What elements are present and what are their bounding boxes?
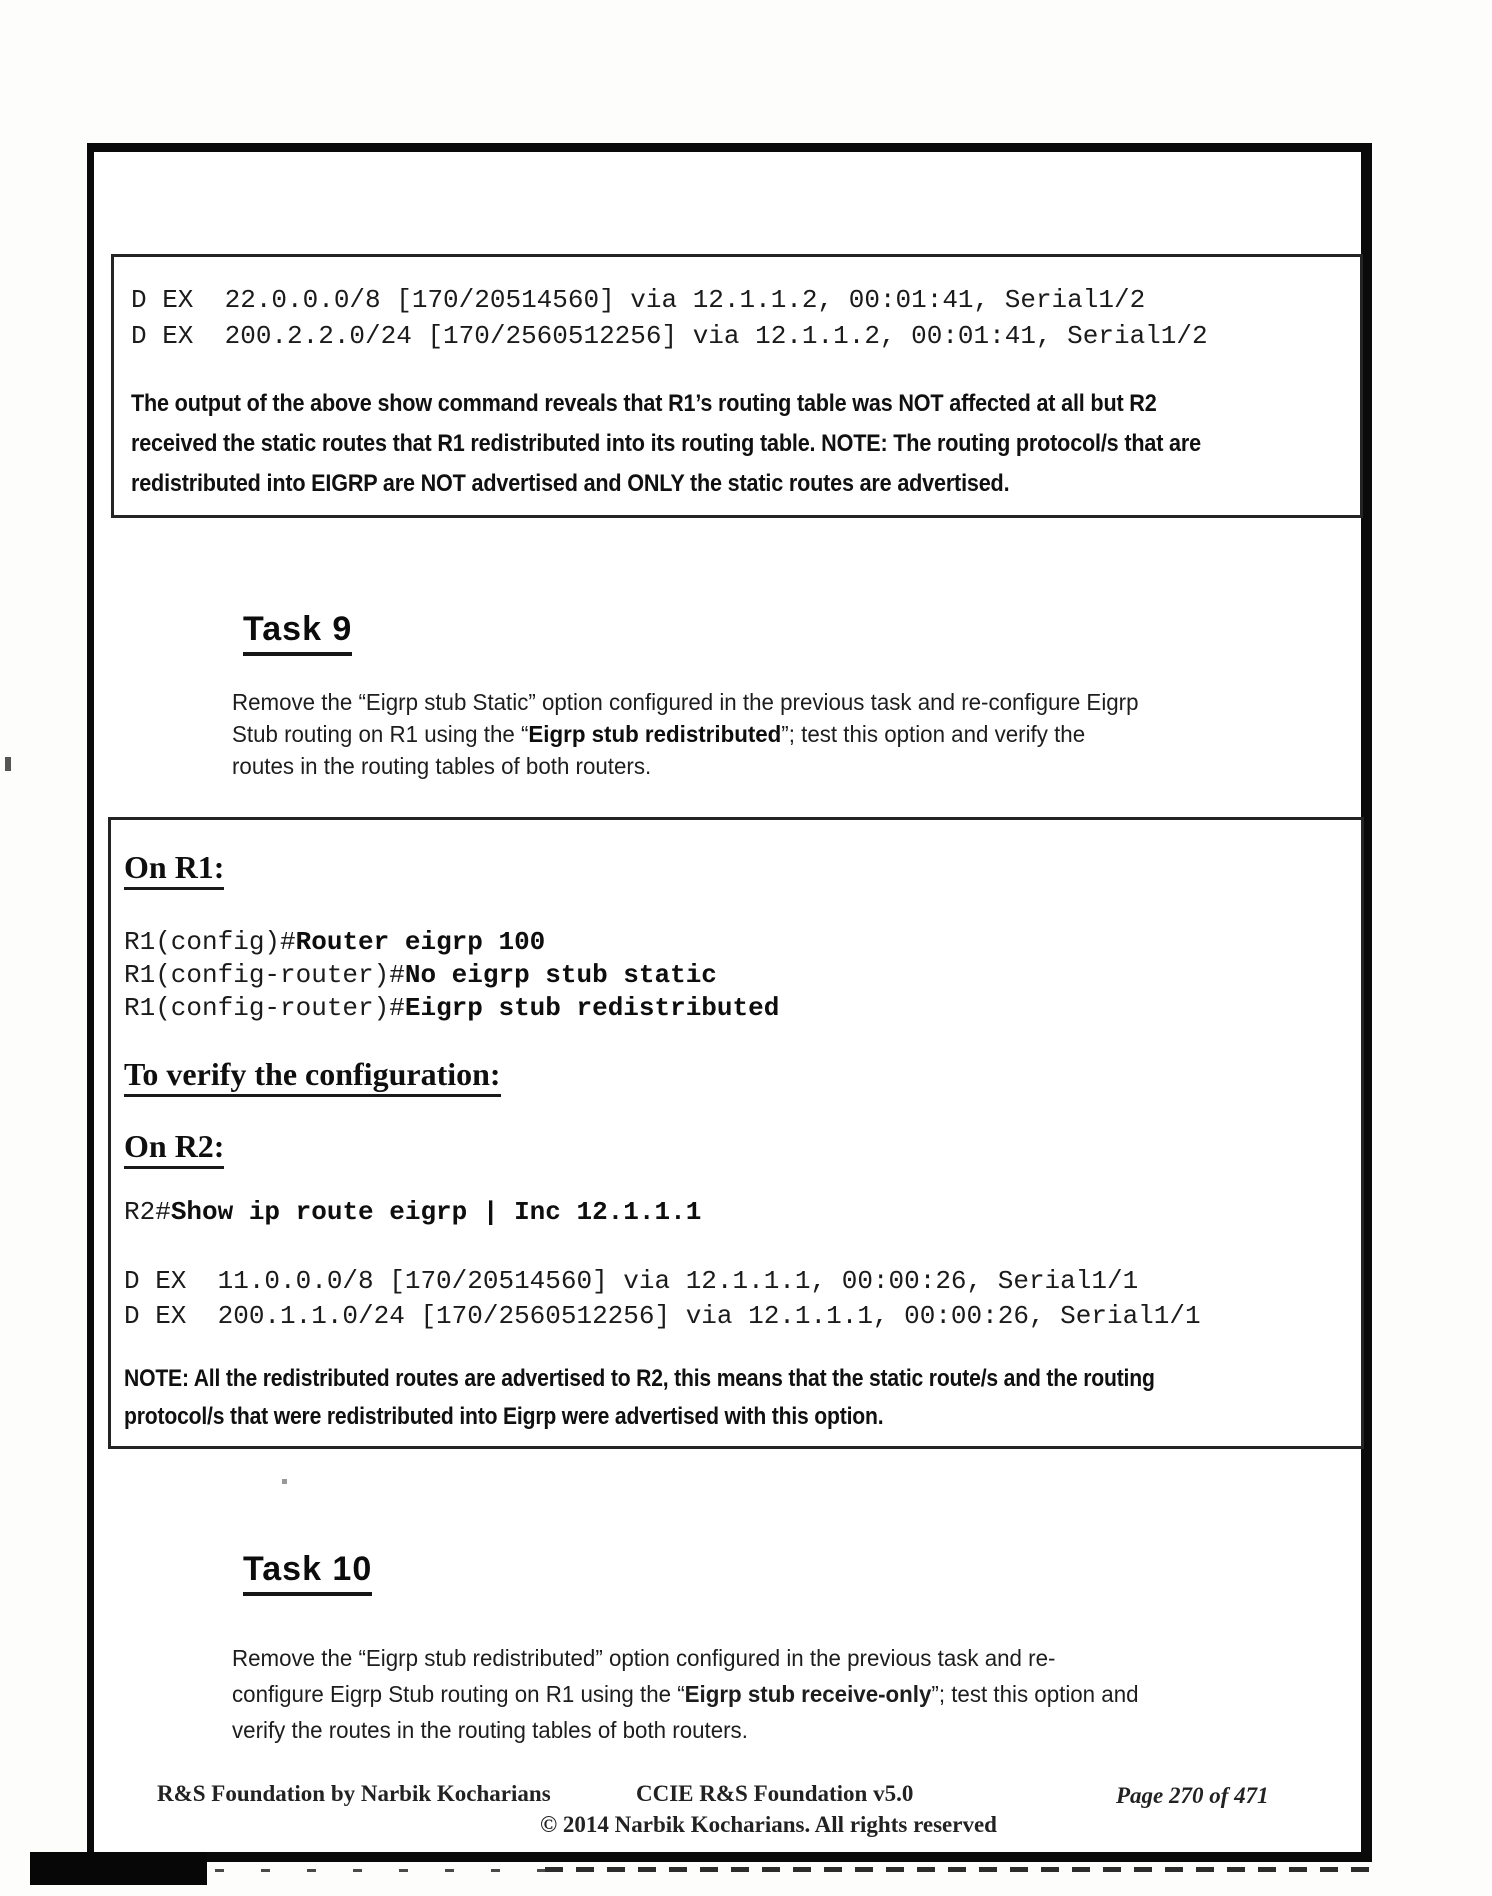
cli-prompt: R1(config-router)# <box>124 960 405 990</box>
cli-command: Router eigrp 100 <box>295 927 546 957</box>
r1-config-block <box>124 926 779 1025</box>
note-text-line: protocol/s that were redistributed into Eigrp were advertised with this option. <box>124 1403 884 1430</box>
task9-description-line: Stub routing on R1 using the “Eigrp stub redistributed”; test this option and verify the <box>232 721 1086 747</box>
on-r2-heading: On R2: <box>124 1130 224 1169</box>
on-r1-heading: On R1: <box>124 851 224 890</box>
cli-command: Eigrp stub redistributed <box>404 993 780 1023</box>
task9-description <box>232 686 1167 782</box>
route-output-block <box>131 282 1208 354</box>
footer-left: R&S Foundation by Narbik Kocharians <box>157 1781 551 1806</box>
scan-dashed-line <box>215 1869 545 1872</box>
scan-dashed-line <box>545 1867 1380 1872</box>
cli-prompt: R2# <box>124 1197 171 1227</box>
verify-heading: To verify the configuration: <box>124 1058 501 1097</box>
task10-heading: Task 10 <box>243 1552 372 1596</box>
task9-description-line: Remove the “Eigrp stub Static” option configured in the previous task and re-configure Eigrp <box>232 689 1139 715</box>
route-output-line: D EX 200.1.1.0/24 [170/2560512256] via 12.1.1.1, 00:00:26, Serial1/1 <box>124 1301 1201 1331</box>
cli-command-line <box>124 926 779 959</box>
footer-center: CCIE R&S Foundation v5.0 <box>636 1781 914 1806</box>
cli-prompt: R1(config-router)# <box>124 993 405 1023</box>
scan-speck <box>282 1479 287 1484</box>
task10-description-line: configure Eigrp Stub routing on R1 using the “Eigrp stub receive-only”; test this option and <box>232 1681 1139 1707</box>
cli-command-line <box>124 959 779 992</box>
note-paragraph <box>131 384 1320 504</box>
configuration-box <box>108 817 1364 1449</box>
scan-speck <box>5 757 11 771</box>
task10-description-line: verify the routes in the routing tables of both routers. <box>232 1717 748 1743</box>
cli-command-line <box>124 1194 701 1230</box>
cli-command: No eigrp stub static <box>404 960 717 990</box>
task9-description-line: routes in the routing tables of both routers. <box>232 753 652 779</box>
note-text-line: NOTE: All the redistributed routes are advertised to R2, this means that the static route/s and the routing <box>124 1365 1155 1392</box>
cli-prompt: R1(config)# <box>124 927 296 957</box>
note-text-line: redistributed into EIGRP are NOT advertised and ONLY the static routes are advertised. <box>131 470 1010 497</box>
cli-command-line <box>124 992 779 1025</box>
r2-route-output-block <box>124 1264 1201 1334</box>
task10-description <box>232 1640 1167 1748</box>
footer-page-number: Page 270 of 471 <box>1116 1783 1269 1808</box>
route-output-line: D EX 11.0.0.0/8 [170/20514560] via 12.1.1.1, 00:00:26, Serial1/1 <box>124 1266 1139 1296</box>
cli-command: Show ip route eigrp | Inc 12.1.1.1 <box>170 1197 702 1227</box>
footer-copyright: © 2014 Narbik Kocharians. All rights reserved <box>540 1812 997 1837</box>
scan-black-bar <box>30 1852 207 1885</box>
task9-heading: Task 9 <box>243 612 352 656</box>
note-text-line: The output of the above show command reveals that R1’s routing table was NOT affected at all but R2 <box>131 390 1157 417</box>
show-command-output-box <box>111 254 1363 518</box>
note-text-line: received the static routes that R1 redistributed into its routing table. NOTE: The routing protocol/s that are <box>131 430 1201 457</box>
task10-description-line: Remove the “Eigrp stub redistributed” option configured in the previous task and re- <box>232 1645 1056 1671</box>
route-output-line: D EX 22.0.0.0/8 [170/20514560] via 12.1.1.2, 00:01:41, Serial1/2 <box>131 285 1146 315</box>
r2-command-block <box>124 1194 701 1230</box>
route-output-line: D EX 200.2.2.0/24 [170/2560512256] via 12.1.1.2, 00:01:41, Serial1/2 <box>131 321 1208 351</box>
note-paragraph <box>124 1360 1295 1436</box>
